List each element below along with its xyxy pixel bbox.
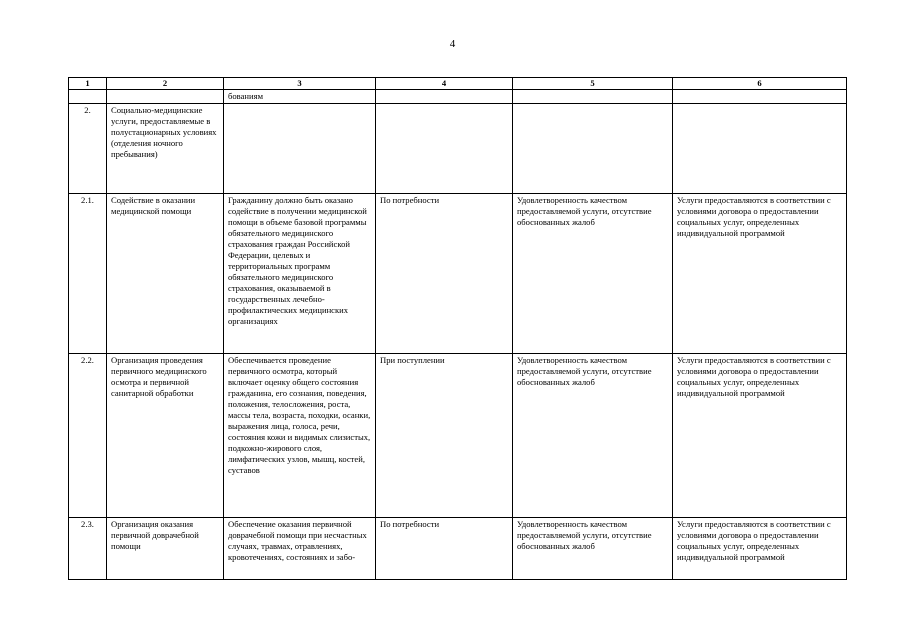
service-conditions: Услуги предоставляются в соответствии с условиями договора о предоставлении социальных услуг, определенных индивидуальной программой xyxy=(673,194,847,354)
service-periodicity: При поступлении xyxy=(376,354,513,518)
service-description xyxy=(224,104,376,194)
service-periodicity: По потребности xyxy=(376,518,513,580)
service-periodicity: По потребности xyxy=(376,194,513,354)
service-quality: Удовлетворенность качеством предоставляемой услуги, отсутствие обоснованных жалоб xyxy=(513,518,673,580)
row-number xyxy=(69,90,107,104)
service-description: Гражданину должно быть оказано содействие в получении медицинской помощи в объеме базовой программы обязательного медицинского страхования граждан Российской Федерации, целевых и территориальных программ обязательного медицинского страхования, оказываемой в государственных лечебно-профилактических медицинских организациях xyxy=(224,194,376,354)
row-number: 2.3. xyxy=(69,518,107,580)
column-header: 5 xyxy=(513,78,673,90)
service-periodicity xyxy=(376,90,513,104)
service-quality xyxy=(513,104,673,194)
column-header: 6 xyxy=(673,78,847,90)
service-conditions xyxy=(673,104,847,194)
column-header: 2 xyxy=(107,78,224,90)
services-table xyxy=(68,77,847,580)
table-row xyxy=(69,354,847,518)
table-header-row xyxy=(69,78,847,90)
service-conditions xyxy=(673,90,847,104)
service-description: Обеспечивается проведение первичного осмотра, который включает оценку общего состояния гражданина, его сознания, поведения, положения, телосложения, роста, массы тела, возраста, походки, осанки, выражения лица, голоса, речи, состояния кожи и видимых слизистых, подкожно-жирового слоя, лимфатических узлов, мышц, костей, суставов xyxy=(224,354,376,518)
service-name: Содействие в оказании медицинской помощи xyxy=(107,194,224,354)
column-header: 3 xyxy=(224,78,376,90)
row-number: 2.2. xyxy=(69,354,107,518)
table-row xyxy=(69,104,847,194)
service-quality xyxy=(513,90,673,104)
service-name: Организация оказания первичной доврачебной помощи xyxy=(107,518,224,580)
service-conditions: Услуги предоставляются в соответствии с условиями договора о предоставлении социальных услуг, определенных индивидуальной программой xyxy=(673,518,847,580)
service-quality: Удовлетворенность качеством предоставляемой услуги, отсутствие обоснованных жалоб xyxy=(513,354,673,518)
table-row xyxy=(69,518,847,580)
column-header: 4 xyxy=(376,78,513,90)
service-description: Обеспечение оказания первичной доврачебной помощи при несчастных случаях, травмах, отравлениях, кровотечениях, состояниях и забо- xyxy=(224,518,376,580)
row-number: 2. xyxy=(69,104,107,194)
table-row xyxy=(69,194,847,354)
service-name: Социально-медицинские услуги, предоставляемые в полустационарных условиях (отделения ночного пребывания) xyxy=(107,104,224,194)
service-name xyxy=(107,90,224,104)
table-row xyxy=(69,90,847,104)
service-quality: Удовлетворенность качеством предоставляемой услуги, отсутствие обоснованных жалоб xyxy=(513,194,673,354)
service-name: Организация проведения первичного медицинского осмотра и первичной санитарной обработки xyxy=(107,354,224,518)
column-header: 1 xyxy=(69,78,107,90)
service-periodicity xyxy=(376,104,513,194)
service-description: бованиям xyxy=(224,90,376,104)
row-number: 2.1. xyxy=(69,194,107,354)
service-conditions: Услуги предоставляются в соответствии с условиями договора о предоставлении социальных услуг, определенных индивидуальной программой xyxy=(673,354,847,518)
page-number: 4 xyxy=(449,38,456,50)
